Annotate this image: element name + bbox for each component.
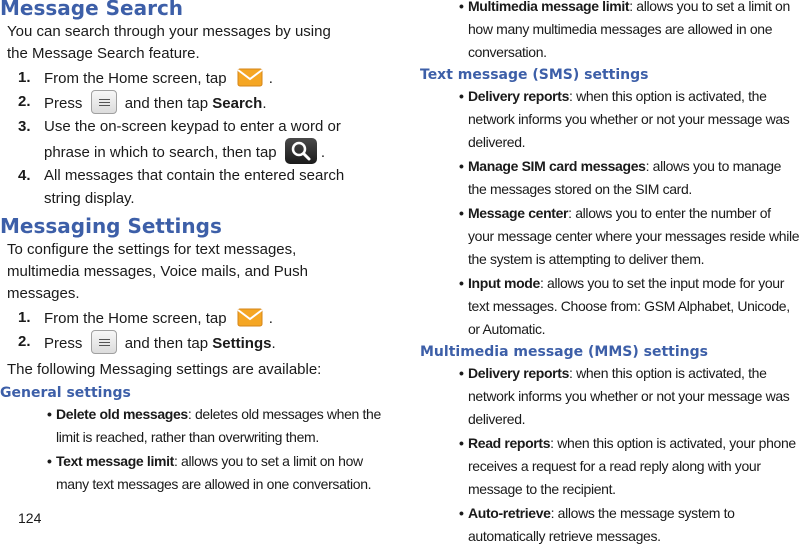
setting-term: Multimedia message limit (468, 0, 630, 14)
list-item-sms-delivery-reports (412, 85, 800, 154)
step-number: 1. (18, 309, 31, 326)
step-text: All messages that contain the entered search string display. (44, 167, 345, 207)
setting-description: : when this option is activated, the network informs you whether or not your message was delivered. (468, 365, 790, 427)
left-column (0, 0, 392, 497)
bullet: • (459, 205, 464, 221)
bullet: • (459, 0, 464, 14)
bullet: • (459, 505, 464, 521)
message-search-intro: You can search through your messages by using the Message Search feature. (7, 23, 331, 62)
setting-term: Manage SIM card messages (468, 158, 646, 174)
bullet: • (459, 88, 464, 104)
bullet: • (459, 365, 464, 381)
sms-settings-heading: Text message (SMS) settings (420, 67, 649, 83)
step-number: 3. (18, 118, 31, 135)
list-item-manage-sim-card-messages (412, 155, 800, 201)
list-item-text-message-limit (0, 450, 384, 496)
settings-steps (0, 306, 392, 355)
right-column (412, 0, 800, 549)
step-text-end: . (268, 310, 273, 327)
step-text: Press (44, 335, 83, 352)
bullet: • (459, 275, 464, 291)
list-item-multimedia-message-limit (412, 0, 800, 64)
step-text-end: . (320, 144, 325, 161)
setting-term: Delivery reports (468, 88, 570, 104)
setting-term: Delete old messages (56, 406, 188, 422)
setting-description: : when this option is activated, the network informs you whether or not your message was delivered. (468, 88, 790, 150)
step-text: and then tap (124, 95, 209, 112)
list-item-mms-delivery-reports (412, 362, 800, 431)
list-item-input-mode (412, 272, 800, 341)
messaging-settings-intro: To configure the settings for text messages, multimedia messages, Voice mails, and Push messages. (7, 241, 308, 302)
messaging-app-icon (237, 66, 263, 88)
menu-key-icon (91, 90, 117, 114)
message-search-heading: Message Search (0, 0, 184, 20)
page-number: 124 (18, 510, 42, 526)
search-steps (0, 66, 392, 210)
search-step-1 (0, 66, 392, 90)
general-settings-heading: General settings (0, 385, 131, 401)
step-text-end: . (268, 70, 273, 87)
search-step-2 (0, 90, 392, 115)
mms-settings-list (412, 362, 800, 548)
step-number: 2. (18, 333, 31, 350)
setting-term: Delivery reports (468, 365, 570, 381)
step-text: From the Home screen, tap (44, 70, 227, 87)
setting-description: : allows you to manage the messages stored on the SIM card. (468, 158, 782, 197)
menu-key-icon (91, 330, 117, 354)
step-text-end: . (271, 335, 276, 352)
setting-description: : allows you to set the input mode for your text messages. Choose from: GSM Alphabet, Unicode, or Automatic. (468, 275, 790, 337)
bullet: • (47, 453, 52, 469)
setting-description: : deletes old messages when the limit is reached, rather than overwriting them. (56, 406, 381, 445)
list-item-message-center (412, 202, 800, 271)
search-step-3 (0, 115, 384, 164)
setting-description: : when this option is activated, your phone receives a request for a read reply along with your message to the recipient. (468, 435, 796, 497)
search-key-icon (285, 138, 317, 164)
bullet: • (459, 158, 464, 174)
mms-settings-heading: Multimedia message (MMS) settings (420, 344, 708, 360)
step-number: 4. (18, 167, 31, 184)
settings-step-1 (0, 306, 392, 330)
sms-settings-list (412, 85, 800, 341)
messaging-app-icon (237, 306, 263, 328)
magnifier-icon (285, 138, 317, 164)
setting-term: Text message limit (56, 453, 174, 469)
setting-description: : allows you to set a limit on how many text messages are allowed in one conversation. (56, 453, 372, 492)
step-text: From the Home screen, tap (44, 310, 227, 327)
step-text: Use the on-screen keypad to enter a word or phrase in which to search, then tap (44, 118, 341, 161)
setting-term: Auto-retrieve (468, 505, 551, 521)
setting-term: Message center (468, 205, 569, 221)
bullet: • (459, 435, 464, 451)
setting-term: Read reports (468, 435, 551, 451)
step-number: 1. (18, 69, 31, 86)
list-item-delete-old-messages (0, 403, 384, 449)
list-item-read-reports (412, 432, 800, 501)
step-text: and then tap (124, 335, 209, 352)
search-option-label: Search (212, 95, 263, 112)
setting-term: Input mode (468, 275, 540, 291)
available-settings-text: The following Messaging settings are available: (7, 361, 322, 378)
messaging-settings-heading: Messaging Settings (0, 214, 222, 238)
settings-step-2 (0, 330, 392, 355)
bullet: • (47, 406, 52, 422)
step-number: 2. (18, 93, 31, 110)
list-item-auto-retrieve (412, 502, 800, 548)
step-text: Press (44, 95, 83, 112)
setting-description: : allows the message system to automatically retrieve messages. (468, 505, 735, 544)
setting-description: : allows you to set a limit on how many multimedia messages are allowed in one conversation. (468, 0, 790, 60)
multimedia-limit-list (412, 0, 800, 64)
search-step-4 (0, 164, 374, 210)
general-settings-list (0, 403, 384, 496)
setting-description: : allows you to enter the number of your message center where your messages reside while the system is attempting to deliver them. (468, 205, 800, 267)
step-text-end: . (262, 95, 267, 112)
settings-option-label: Settings (212, 335, 272, 352)
